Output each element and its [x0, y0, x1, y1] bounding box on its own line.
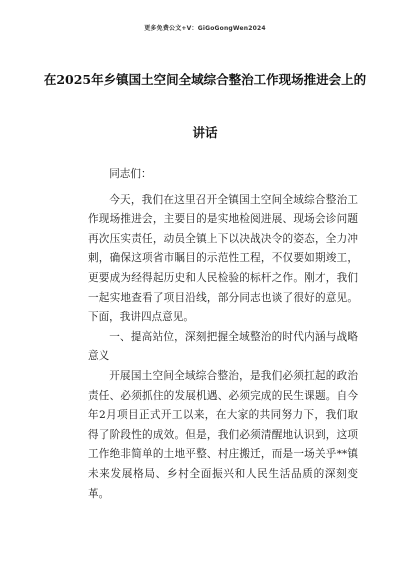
page-header-note: 更多免费公文+V：GiGoGongWen2024	[144, 25, 266, 32]
document-body	[88, 165, 358, 504]
document-title-continued: 讲话	[192, 125, 218, 140]
paragraph-section-1: 开展国土空间全域综合整治，是我们必须扛起的政治责任、必须抓住的发展机遇、必须完成的民生课题。自今年2月项目正式开工以来，在大家的共同努力下，我们取得了阶段性的成效。但是，我们必须清醒地认识到，这项工作绝非简单的土地平整、村庄搬迁，而是一场关乎**镇未来发展格局、乡村全面振兴和人民生活品质的深刻变革。	[88, 369, 358, 500]
paragraph-intro: 今天，我们在这里召开全镇国土空间全域综合整治工作现场推进会，主要目的是实地检阅进展、现场会诊问题再次压实责任，动员全镇上下以决战决令的姿态，全力冲刺，确保这项省市瞩目的示范性工程，不仅要如期竣工，更要成为经得起历史和人民检验的标杆之作。刚才，我们一起实地查看了项目沿线，部分同志也谈了很好的意见。下面，我讲四点意见。	[88, 193, 358, 324]
document-title: 在2025年乡镇国土空间全域综合整治工作现场推进会上的	[43, 72, 367, 87]
salutation: 同志们：	[109, 168, 152, 180]
section-heading-1: 一、提高站位，深刻把握全域整治的时代内涵与战略意义	[88, 330, 358, 363]
